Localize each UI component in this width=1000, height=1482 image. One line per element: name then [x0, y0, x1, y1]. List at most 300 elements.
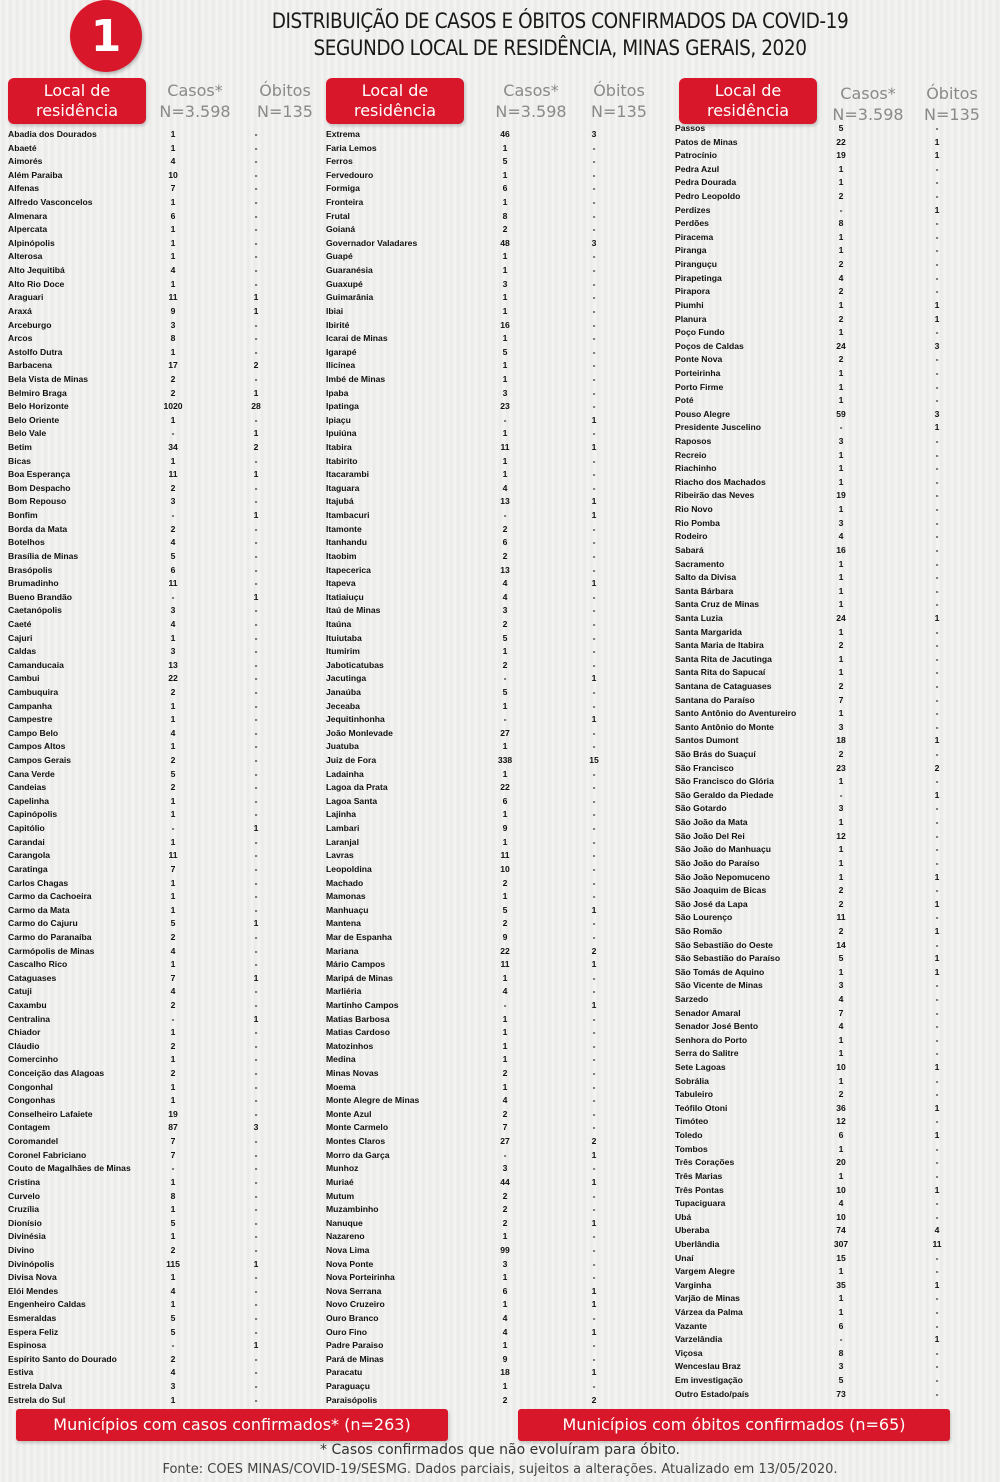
table-row — [8, 958, 318, 972]
deaths-value: 3 — [591, 237, 597, 248]
table-row — [326, 1162, 656, 1176]
cases-value: 1 — [502, 251, 508, 262]
cases-value: 11 — [500, 959, 510, 970]
table-row — [675, 1374, 1000, 1388]
municipality-name: Pará de Minas — [326, 1353, 384, 1364]
deaths-value: 1 — [253, 918, 259, 929]
municipality-name: Nazareno — [326, 1231, 365, 1242]
deaths-value: - — [592, 482, 596, 493]
deaths-value: - — [935, 286, 939, 297]
table-row — [675, 939, 1000, 953]
municipality-name: Cambuquira — [8, 686, 59, 697]
cases-value: 1 — [838, 1034, 844, 1045]
table-row — [326, 1040, 656, 1054]
table-row — [675, 639, 1000, 653]
municipality-name: Itambacuri — [326, 510, 370, 521]
cases-value: 1 — [838, 776, 844, 787]
deaths-value: - — [254, 768, 258, 779]
deaths-value: - — [592, 931, 596, 942]
deaths-value: - — [254, 1163, 258, 1174]
table-row — [675, 1156, 1000, 1170]
table-row — [326, 1203, 656, 1217]
cases-value: 1020 — [163, 401, 183, 412]
table-row — [326, 509, 656, 523]
table-row — [675, 816, 1000, 830]
municipality-name: Patos de Minas — [675, 136, 738, 147]
cases-value: 3 — [170, 496, 176, 507]
municipality-name: Caetanópolis — [8, 605, 62, 616]
deaths-value: - — [592, 1040, 596, 1051]
municipality-name: Carlos Chagas — [8, 877, 69, 888]
deaths-value: - — [592, 292, 596, 303]
deaths-value: - — [592, 1353, 596, 1364]
deaths-value: - — [254, 1081, 258, 1092]
cases-value: 7 — [170, 1136, 176, 1147]
municipality-name: Padre Paraiso — [326, 1340, 384, 1351]
cases-value: 1 — [838, 504, 844, 515]
cases-value: 7 — [838, 694, 844, 705]
table-row — [8, 672, 318, 686]
municipality-name: Itabira — [326, 442, 352, 453]
table-row — [675, 721, 1000, 735]
table-row — [8, 264, 318, 278]
deaths-value: - — [254, 1326, 258, 1337]
deaths-value: - — [592, 1068, 596, 1079]
deaths-value: 1 — [934, 735, 940, 746]
deaths-value: - — [254, 265, 258, 276]
cases-value: 1 — [170, 904, 176, 915]
table-row — [675, 993, 1000, 1007]
municipality-name: Belo Oriente — [8, 414, 60, 425]
cases-value: 1 — [838, 626, 844, 637]
cases-value: 24 — [836, 612, 846, 623]
cases-header-line2: N=3.598 — [159, 102, 231, 121]
title-line-2: SEGUNDO LOCAL DE RESIDÊNCIA, MINAS GERAIS, 2020 — [313, 36, 807, 60]
cases-value: 1 — [170, 632, 176, 643]
deaths-value: - — [592, 1381, 596, 1392]
municipality-name: São Francisco do Glória — [675, 776, 774, 787]
municipality-name: Varginha — [675, 1279, 712, 1290]
table-row — [675, 1102, 1000, 1116]
cases-value: 2 — [838, 749, 844, 760]
table-row — [675, 1020, 1000, 1034]
table-row — [675, 775, 1000, 789]
deaths-value: - — [254, 156, 258, 167]
cases-value: 5 — [838, 953, 844, 964]
cases-value: 19 — [836, 490, 846, 501]
table-row — [675, 707, 1000, 721]
deaths-value: - — [254, 1394, 258, 1405]
cases-value: 3 — [838, 980, 844, 991]
deaths-value: 1 — [591, 714, 597, 725]
cases-value: 9 — [502, 823, 508, 834]
table-row — [8, 836, 318, 850]
cases-value: 2 — [502, 523, 508, 534]
table-row — [8, 237, 318, 251]
table-row — [675, 326, 1000, 340]
deaths-value: - — [935, 694, 939, 705]
deaths-value: - — [254, 142, 258, 153]
cases-value: 1 — [838, 572, 844, 583]
table-row — [8, 250, 318, 264]
municipality-name: Matozinhos — [326, 1040, 374, 1051]
deaths-value: 1 — [934, 1062, 940, 1073]
table-row — [326, 550, 656, 564]
table-row — [675, 367, 1000, 381]
table-row — [8, 482, 318, 496]
deaths-header — [919, 83, 985, 125]
local-header-line1: Local de — [361, 81, 429, 100]
deaths-value: - — [592, 197, 596, 208]
municipality-name: Uberaba — [675, 1225, 710, 1236]
municipality-name: Barbacena — [8, 360, 52, 371]
municipality-name: Ibiai — [326, 305, 344, 316]
deaths-value: - — [592, 823, 596, 834]
table-row — [675, 871, 1000, 885]
cases-value: 27 — [500, 1136, 510, 1147]
deaths-value: - — [935, 259, 939, 270]
municipality-name: Santa Rita do Sapucaí — [675, 667, 766, 678]
cases-value: 13 — [500, 496, 510, 507]
table-row — [326, 904, 656, 918]
deaths-value: - — [592, 1340, 596, 1351]
deaths-value: - — [254, 1095, 258, 1106]
cases-value: 3 — [838, 517, 844, 528]
cases-value: 4 — [502, 1313, 508, 1324]
table-row — [326, 441, 656, 455]
cases-header — [829, 83, 907, 125]
table-row — [675, 789, 1000, 803]
table-row — [326, 591, 656, 605]
deaths-value: - — [935, 776, 939, 787]
municipality-name: Espírito Santo do Dourado — [8, 1353, 117, 1364]
cases-value: 1 — [838, 844, 844, 855]
deaths-value: - — [254, 877, 258, 888]
table-row — [8, 890, 318, 904]
page-title — [199, 8, 921, 62]
cases-value: 1 — [838, 1307, 844, 1318]
municipality-name: Senhora do Porto — [675, 1034, 748, 1045]
deaths-value: - — [254, 618, 258, 629]
municipality-name: Matias Barbosa — [326, 1013, 390, 1024]
cases-value: 1 — [502, 428, 508, 439]
deaths-header-line1: Óbitos — [926, 84, 978, 103]
cases-value: 2 — [502, 1204, 508, 1215]
cases-value: 11 — [500, 442, 510, 453]
municipality-name: Senador José Bento — [675, 1021, 759, 1032]
deaths-value: - — [254, 741, 258, 752]
cases-value: 59 — [836, 408, 846, 419]
deaths-value: 1 — [591, 1176, 597, 1187]
table-row — [8, 877, 318, 891]
cases-value: 1 — [170, 1394, 176, 1405]
table-row — [326, 849, 656, 863]
table-row — [8, 1026, 318, 1040]
cases-value: 4 — [170, 727, 176, 738]
municipality-name: Carmo do Cajuru — [8, 918, 78, 929]
municipality-name: Itapecerica — [326, 564, 371, 575]
cases-value: 1 — [170, 795, 176, 806]
municipality-name: Alpercata — [8, 224, 48, 235]
deaths-value: - — [935, 844, 939, 855]
deaths-value: - — [592, 782, 596, 793]
table-row — [8, 1271, 318, 1285]
cases-value: 24 — [836, 340, 846, 351]
table-row — [326, 822, 656, 836]
municipality-name: Cristina — [8, 1176, 40, 1187]
cases-value: 27 — [500, 727, 510, 738]
cases-value: 3 — [502, 1163, 508, 1174]
table-row — [326, 1230, 656, 1244]
deaths-value: - — [592, 428, 596, 439]
municipality-name: Governador Valadares — [326, 237, 418, 248]
municipality-name: Vargem Alegre — [675, 1266, 735, 1277]
municipality-name: Pedra Dourada — [675, 177, 737, 188]
deaths-value: - — [254, 1367, 258, 1378]
deaths-value: - — [935, 1116, 939, 1127]
deaths-value: - — [935, 327, 939, 338]
table-row — [675, 449, 1000, 463]
deaths-value: - — [254, 931, 258, 942]
cases-value: 1 — [838, 381, 844, 392]
table-row — [326, 1094, 656, 1108]
deaths-value: - — [254, 673, 258, 684]
municipality-name: Nova Porteirinha — [326, 1272, 395, 1283]
deaths-value: - — [254, 714, 258, 725]
cases-value: 1 — [502, 646, 508, 657]
cases-value: 2 — [838, 313, 844, 324]
deaths-value: - — [254, 550, 258, 561]
cases-value: 11 — [500, 850, 510, 861]
municipality-name: Ibirité — [326, 319, 350, 330]
table-row — [326, 686, 656, 700]
cases-value: 1 — [502, 1013, 508, 1024]
table-row — [8, 523, 318, 537]
municipality-name: Timóteo — [675, 1116, 709, 1127]
table-row — [326, 700, 656, 714]
table-row — [8, 564, 318, 578]
table-row — [326, 836, 656, 850]
municipality-name: Nova Lima — [326, 1244, 370, 1255]
table-row — [326, 1326, 656, 1340]
cases-value: 1 — [838, 585, 844, 596]
deaths-value: - — [935, 1375, 939, 1386]
table-row — [675, 285, 1000, 299]
municipality-name: Pirapetinga — [675, 272, 722, 283]
municipality-name: Mantena — [326, 918, 361, 929]
deaths-value: 1 — [253, 1013, 259, 1024]
deaths-value: 2 — [934, 762, 940, 773]
table-row — [8, 223, 318, 237]
municipality-name: Sacramento — [675, 558, 725, 569]
municipality-name: Ubá — [675, 1211, 692, 1222]
deaths-value: 3 — [934, 340, 940, 351]
cases-value: 1 — [170, 237, 176, 248]
cases-value: 1 — [502, 891, 508, 902]
table-row — [8, 604, 318, 618]
deaths-value: 4 — [934, 1225, 940, 1236]
municipality-name: São João do Manhuaçu — [675, 844, 771, 855]
cases-value: 1 — [170, 346, 176, 357]
cases-value: 1 — [838, 599, 844, 610]
deaths-value: 1 — [934, 1130, 940, 1141]
table-row — [326, 250, 656, 264]
deaths-value: - — [935, 640, 939, 651]
deaths-value: - — [592, 1163, 596, 1174]
municipality-name: Bonfim — [8, 510, 38, 521]
table-row — [326, 1053, 656, 1067]
deaths-value: - — [592, 986, 596, 997]
table-row — [675, 394, 1000, 408]
table-row — [675, 503, 1000, 517]
municipality-name: Monte Alegre de Minas — [326, 1095, 420, 1106]
deaths-value: 11 — [932, 1238, 942, 1249]
municipality-name: Lavras — [326, 850, 354, 861]
cases-value: 4 — [838, 272, 844, 283]
cases-value: 9 — [170, 305, 176, 316]
cases-value: 1 — [170, 251, 176, 262]
table-row — [8, 1312, 318, 1326]
municipality-name: Sarzedo — [675, 994, 709, 1004]
cases-header-line1: Casos* — [503, 81, 559, 100]
deaths-value: - — [592, 387, 596, 398]
column-header — [8, 76, 318, 126]
local-header-line1: Local de — [714, 81, 782, 100]
municipality-name: Vazante — [675, 1320, 708, 1331]
cases-value: 74 — [836, 1225, 846, 1236]
deaths-value: - — [592, 768, 596, 779]
municipality-name: Itapeva — [326, 578, 356, 589]
cases-value: 12 — [836, 830, 846, 841]
table-row — [8, 1121, 318, 1135]
deaths-value: 1 — [934, 1184, 940, 1195]
table-row — [326, 455, 656, 469]
cases-value: 3 — [170, 605, 176, 616]
cases-value: 11 — [168, 850, 178, 861]
cases-value: 17 — [168, 360, 178, 371]
municipality-name: Capitólio — [8, 823, 45, 834]
cases-value: 2 — [838, 680, 844, 691]
cases-header — [156, 80, 234, 122]
municipality-name: Jacutinga — [326, 673, 367, 684]
deaths-value: - — [254, 578, 258, 589]
cases-value: 5 — [170, 1217, 176, 1228]
cases-value: 1 — [502, 469, 508, 480]
table-row — [675, 843, 1000, 857]
table-row — [675, 1306, 1000, 1320]
deaths-value: - — [935, 245, 939, 256]
municipality-name: Almenara — [8, 210, 48, 221]
cases-value: 4 — [502, 591, 508, 602]
cases-value: 1 — [170, 714, 176, 725]
table-row — [8, 1108, 318, 1122]
municipality-name: Igarapé — [326, 346, 357, 357]
deaths-value: - — [935, 476, 939, 487]
table-row — [8, 468, 318, 482]
deaths-value: - — [254, 782, 258, 793]
cases-value: 1 — [170, 836, 176, 847]
municipality-name: São Romão — [675, 925, 723, 936]
cases-value: 2 — [838, 898, 844, 909]
deaths-value: - — [592, 809, 596, 820]
municipality-name: Muriaé — [326, 1176, 354, 1187]
deaths-header — [586, 80, 652, 122]
cases-value: 1 — [838, 476, 844, 487]
table-row — [8, 659, 318, 673]
table-row — [675, 1347, 1000, 1361]
table-row — [8, 1135, 318, 1149]
deaths-value: - — [254, 1027, 258, 1038]
deaths-value: 1 — [591, 1217, 597, 1228]
table-row — [8, 1353, 318, 1367]
deaths-value: - — [592, 1190, 596, 1201]
cases-value: 1 — [838, 1143, 844, 1154]
table-row — [675, 1320, 1000, 1334]
municipality-name: Itaú de Minas — [326, 605, 381, 616]
municipality-name: João Monlevade — [326, 727, 393, 738]
cases-value: 4 — [838, 1021, 844, 1032]
municipality-name: Cambui — [8, 673, 40, 684]
municipality-name: Santa Bárbara — [675, 585, 734, 596]
municipality-name: Bicas — [8, 455, 31, 466]
municipality-name: Faria Lemos — [326, 142, 377, 153]
table-row — [675, 680, 1000, 694]
municipality-name: Carandai — [8, 836, 45, 847]
cases-value: 2 — [170, 686, 176, 697]
municipality-name: Estrela Dalva — [8, 1381, 62, 1392]
cases-header — [492, 80, 570, 122]
table-row — [675, 898, 1000, 912]
cases-value: 22 — [500, 945, 510, 956]
deaths-value: - — [935, 680, 939, 691]
cases-value: 3 — [838, 1361, 844, 1372]
table-row — [675, 1388, 1000, 1402]
table-row — [8, 550, 318, 564]
municipality-name: São Sebastião do Oeste — [675, 939, 773, 950]
municipality-name: Chiador — [8, 1027, 41, 1038]
deaths-value: - — [935, 1211, 939, 1222]
table-row — [326, 536, 656, 550]
cases-value: 8 — [170, 333, 176, 344]
cases-value: 2 — [170, 482, 176, 493]
table-row — [8, 1366, 318, 1380]
deaths-value: - — [254, 1313, 258, 1324]
cases-value: 1 — [170, 877, 176, 888]
municipality-name: Contagem — [8, 1122, 51, 1133]
deaths-value: - — [592, 537, 596, 548]
table-row — [675, 258, 1000, 272]
municipality-name: Cruzília — [8, 1204, 40, 1215]
table-row — [8, 182, 318, 196]
table-row — [326, 768, 656, 782]
deaths-value: - — [592, 850, 596, 861]
cases-value: 1 — [502, 305, 508, 316]
table-row — [326, 128, 656, 142]
table-row — [8, 291, 318, 305]
deaths-value: - — [254, 1353, 258, 1364]
municipality-name: São Joaquim de Bicas — [675, 885, 767, 896]
cases-value: 1 — [170, 1054, 176, 1065]
municipality-name: Jequitinhonha — [326, 714, 385, 725]
municipality-name: Araguari — [8, 292, 44, 303]
municipality-name: Alto Rio Doce — [8, 278, 65, 289]
table-row — [675, 979, 1000, 993]
deaths-value: - — [254, 455, 258, 466]
municipality-name: Pouso Alegre — [675, 408, 731, 419]
cases-header-line2: N=3.598 — [832, 105, 904, 124]
cases-value: 6 — [502, 1285, 508, 1296]
deaths-value: 1 — [253, 428, 259, 439]
